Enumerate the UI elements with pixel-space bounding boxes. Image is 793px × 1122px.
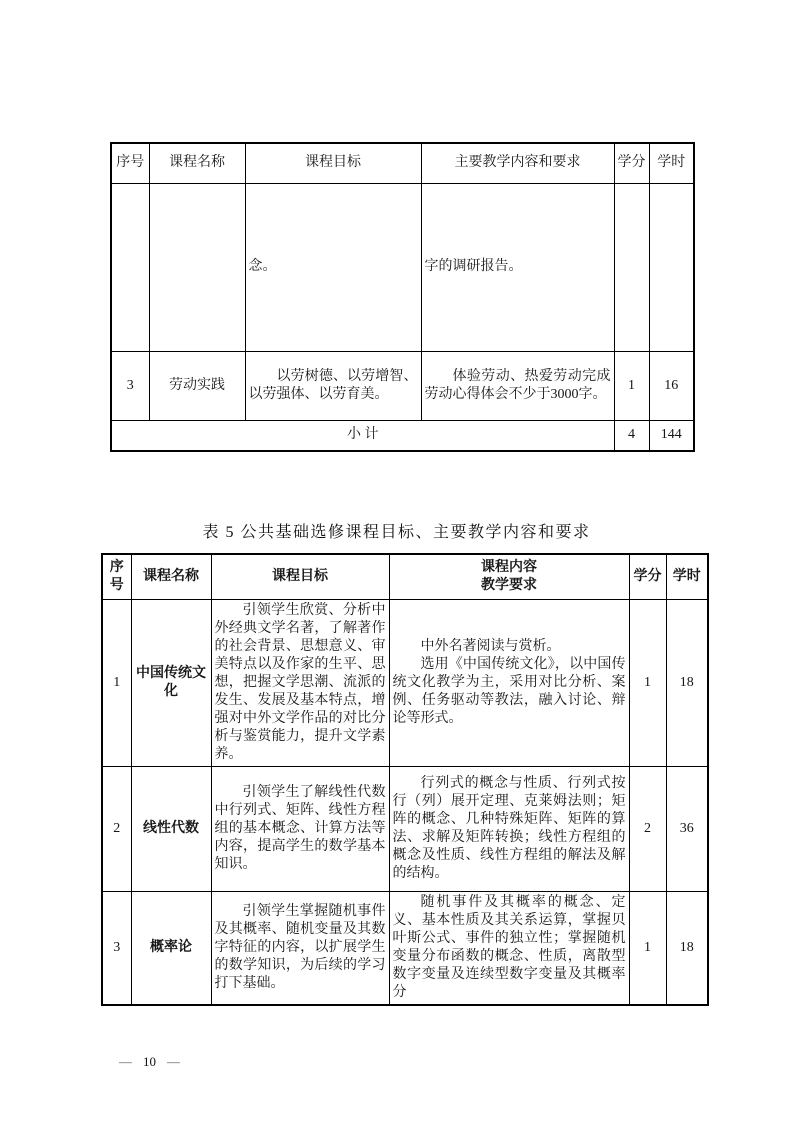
table5-row1-seq: 1	[102, 599, 131, 766]
table1-cont-credits-empty	[614, 183, 649, 351]
table1-row3-content-cell	[421, 351, 614, 420]
table5-row3-credits: 1	[629, 891, 666, 1005]
table1-cont-seq-empty	[111, 183, 149, 351]
table5-row2-objective-text: 引领学生了解线性代数中行列式、矩阵、线性方程组的基本概念、计算方法等内容，提高学生的数学基本知识。	[214, 784, 386, 872]
table5-row1-content-p2: 选用《中国传统文化》，以中国传统文化教学为主，采用对比分析、案例、任务驱动等教法，融入讨论、辩论等形式。	[392, 656, 626, 726]
table5-row2-name: 线性代数	[131, 766, 211, 891]
table1-subtotal-row	[111, 420, 694, 451]
table1-row3-objective-text: 以劳树德、以劳增智、以劳强体、以劳育美。	[248, 368, 418, 402]
table5-header-hours: 学时	[666, 554, 708, 599]
page-footer	[119, 1054, 180, 1070]
table1-cont-hours-empty	[649, 183, 694, 351]
table1-cont-objective-cell	[245, 183, 421, 351]
table1-row3-credits: 1	[614, 351, 649, 420]
table1-subtotal-hours: 144	[649, 420, 694, 451]
table5-row3-hours: 18	[666, 891, 708, 1005]
table5-header-content-line1: 课程内容	[481, 559, 537, 575]
table5-row3-objective-cell	[211, 891, 389, 1005]
table5-row2-content-p1: 行列式的概念与性质、行列式按行（列）展开定理、克莱姆法则；矩阵的概念、几种特殊矩阵、矩阵的算法、求解及矩阵转换；线性方程组的概念及性质、线性方程组的解法及解的结构。	[392, 775, 626, 881]
table1-row-labor-practice	[111, 351, 694, 420]
table5-row1-name: 中国传统文化	[131, 599, 211, 766]
table5-row2-objective-cell	[211, 766, 389, 891]
table5-row3-content-cell	[389, 891, 629, 1005]
table5-row2-content-cell	[389, 766, 629, 891]
table5-row3-name: 概率论	[131, 891, 211, 1005]
table-required-courses	[110, 142, 695, 452]
table1-header-row	[111, 143, 694, 183]
table5-title: 表 5 公共基础选修课程目标、主要教学内容和要求	[202, 524, 591, 541]
table5-header-credits: 学分	[629, 554, 666, 599]
table1-header-objective: 课程目标	[245, 143, 421, 183]
table5-header-content	[389, 554, 629, 599]
table5-row1-hours: 18	[666, 599, 708, 766]
footer-dash-right: —	[167, 1054, 180, 1069]
table5-row1-objective-text: 引领学生欣赏、分析中外经典文学名著，了解著作的社会背景、思想意义、审美特点以及作家的生平、思想，把握文学思潮、流派的发生、发展及基本特点，增强对中外文学作品的对比分析与鉴赏能力，提升文学素养。	[214, 602, 386, 762]
table5-header-objective: 课程目标	[211, 554, 389, 599]
footer-dash-left: —	[119, 1054, 132, 1069]
table5-row-probability-theory	[102, 891, 708, 1005]
table5-row1-content-cell	[389, 599, 629, 766]
table1-cont-objective-text: 念。	[248, 259, 277, 274]
table1-header-credits: 学分	[614, 143, 649, 183]
table5-row-chinese-traditional-culture	[102, 599, 708, 766]
table1-header-content: 主要教学内容和要求	[421, 143, 614, 183]
table1-header-name: 课程名称	[149, 143, 245, 183]
table5-row1-content-p1: 中外名著阅读与赏析。	[420, 638, 561, 654]
table1-cont-content-cell	[421, 183, 614, 351]
table1-row3-name: 劳动实践	[149, 351, 245, 420]
table5-row2-credits: 2	[629, 766, 666, 891]
table5-header-seq: 序号	[102, 554, 131, 599]
table1-row3-hours: 16	[649, 351, 694, 420]
table-elective-courses	[101, 553, 709, 1006]
table5-row3-seq: 3	[102, 891, 131, 1005]
table1-row3-content-text: 体验劳动、热爱劳动完成劳动心得体会不少于3000字。	[424, 368, 611, 402]
table5-row2-seq: 2	[102, 766, 131, 891]
table1-header-hours: 学时	[649, 143, 694, 183]
table5-header-content-line2: 教学要求	[481, 577, 537, 593]
table1-row3-seq: 3	[111, 351, 149, 420]
table5-row-linear-algebra	[102, 766, 708, 891]
table5-header-name: 课程名称	[131, 554, 211, 599]
table1-continuation-row	[111, 183, 694, 351]
table5-row3-objective-text: 引领学生掌握随机事件及其概率、随机变量及其数字特征的内容，以扩展学生的数学知识，为后续的学习打下基础。	[214, 903, 386, 991]
table1-subtotal-label: 小 计	[111, 420, 614, 451]
table1-subtotal-credits: 4	[614, 420, 649, 451]
table5-header-row	[102, 554, 708, 599]
table5-row1-credits: 1	[629, 599, 666, 766]
table5-row3-content-p1: 随机事件及其概率的概念、定义、基本性质及其关系运算，掌握贝叶斯公式、事件的独立性；掌握随机变量分布函数的概念、性质，离散型数字变量及连续型数字变量及其概率分	[392, 894, 626, 1000]
table1-row3-objective-cell	[245, 351, 421, 420]
table5-row1-objective-cell	[211, 599, 389, 766]
table1-cont-name-empty	[149, 183, 245, 351]
table5-row2-hours: 36	[666, 766, 708, 891]
table1-cont-content-text: 字的调研报告。	[424, 259, 523, 274]
table1-header-seq: 序号	[111, 143, 149, 183]
page-number: 10	[143, 1054, 156, 1069]
